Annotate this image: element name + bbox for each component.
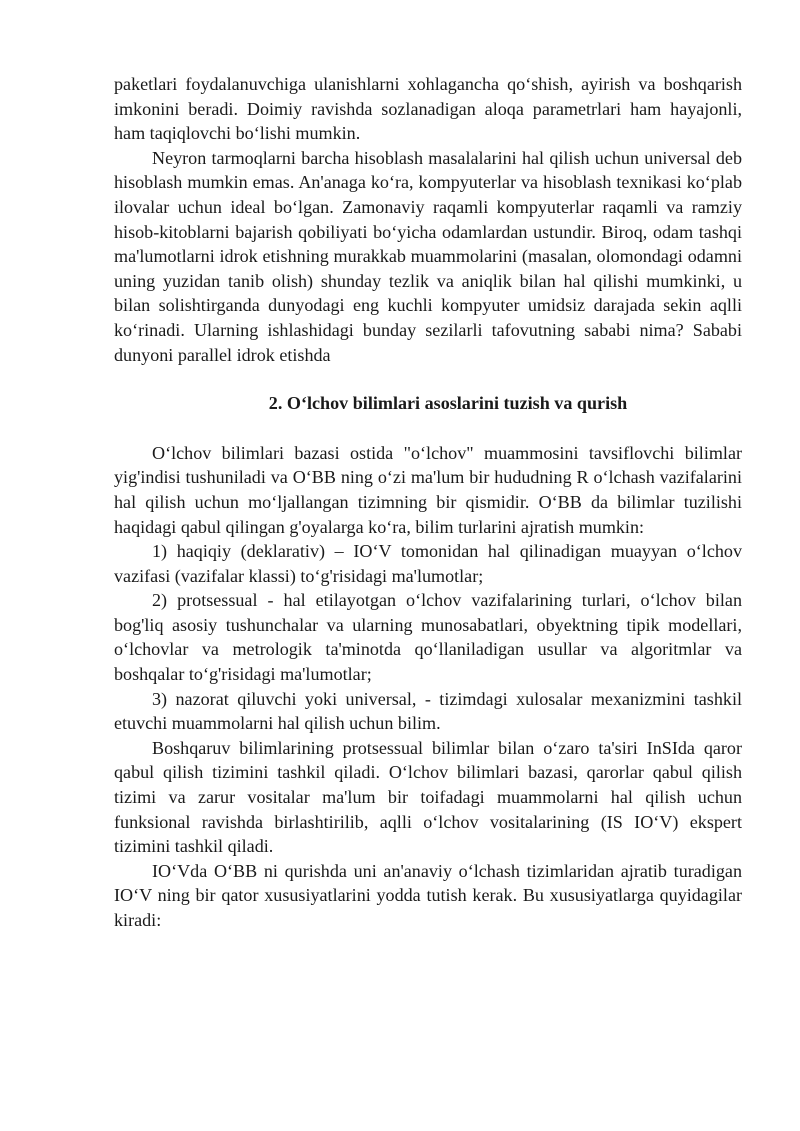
list-item-control: 3) nazorat qiluvchi yoki universal, - tizimdagi xulosalar mexanizmini tashkil etuvchi muammolarni hal qilish uchun bilim. (114, 688, 742, 734)
section-heading: 2. O‘lchov bilimlari asoslarini tuzish va qurish (268, 393, 628, 414)
document-body (114, 72, 742, 933)
paragraph-neural-networks: Neyron tarmoqlarni barcha hisoblash masalalarini hal qilish uchun universal deb hisoblash mumkin emas. An'anaga ko‘ra, kompyuterlar va hisoblash texnikasi ko‘plab ilovalar uchun ideal bo‘lgan. Zamonaviy raqamli kompyuterlar raqamli va ramziy hisob-kitoblarni bajarish qobiliyati bo‘yicha odamlardan ustundir. Biroq, odam tashqi ma'lumotlarni idrok etishning murakkab muammolarini (masalan, olomondagi odamni uning yuzidan tanib olish) shunday tezlik va aniqlik bilan hal qilishi mumkinki, u bilan solishtirganda dunyodagi eng kuchli kompyuter umidsiz darajada sekin aqlli ko‘rinadi. Ularning ishlashidagi bunday sezilarli tafovutning sababi nima? Sababi dunyoni parallel idrok etishda (114, 147, 742, 365)
paragraph-features: IO‘Vda O‘BB ni qurishda uni an'anaviy o‘lchash tizimlaridan ajratib turadigan IO‘V ning bir qator xususiyatlarini yodda tutish kerak. Bu xususiyatlarga quyidagilar kiradi: (114, 860, 742, 930)
list-item-procedural: 2) protsessual - hal etilayotgan o‘lchov vazifalarining turlari, o‘lchov bilan bog'liq asosiy tushunchalar va ularning munosabatlari, obyektning tipik modellari, o‘lchovlar va metrologik ta'minotda qo‘llaniladigan usullar va algoritmlar va boshqalar to‘g'risidagi ma'lumotlar; (114, 590, 742, 685)
paragraph-knowledge-base: O‘lchov bilimlari bazasi ostida "o‘lchov" muammosini tavsiflovchi bilimlar yig'indisi tushuniladi va O‘BB ning o‘zi ma'lum bir hududning R o‘lchash vazifalarini hal qilish uchun mo‘ljallangan tizimning bir qismidir. O‘BB da bilimlar tuzilishi haqidagi qabul qilingan g'oyalarga ko‘ra, bilim turlarini ajratish mumkin: (114, 442, 742, 537)
paragraph-continuation: paketlari foydalanuvchiga ulanishlarni xohlagancha qo‘shish, ayirish va boshqarish imkonini beradi. Doimiy ravishda sozlanadigan aloqa parametrlari ham hayajonli, ham taqiqlovchi bo‘lishi mumkin. (114, 74, 742, 144)
list-item-declarative: 1) haqiqiy (deklarativ) – IO‘V tomonidan hal qilinadigan muayyan o‘lchov vazifasi (vazifalar klassi) to‘g'risidagi ma'lumotlar; (114, 541, 742, 586)
paragraph-control-knowledge: Boshqaruv bilimlarining protsessual bilimlar bilan o‘zaro ta'siri InSIda qaror qabul qilish tizimini tashkil qiladi. O‘lchov bilimlari bazasi, qarorlar qabul qilish tizimi va zarur vositalar ma'lum bir toifadagi muammolarni hal qilish uchun funksional ravishda birlashtirilib, aqlli o‘lchov vositalarining (IS IO‘V) ekspert tizimini tashkil qiladi. (114, 737, 742, 857)
